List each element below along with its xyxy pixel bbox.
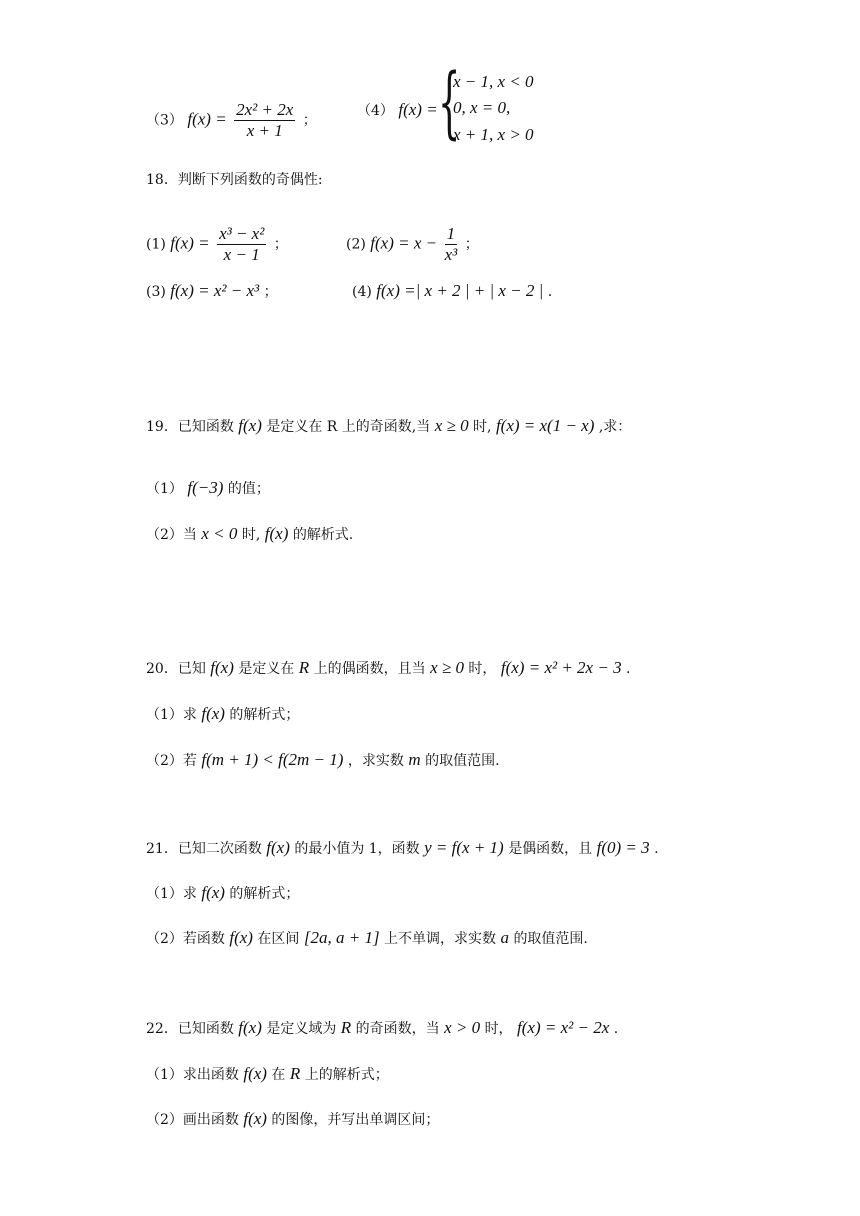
p17-item3-fraction	[234, 100, 295, 141]
p20-text-1: 20．已知	[146, 661, 206, 677]
p20-text-4: 时，	[468, 661, 497, 677]
p18-item1	[146, 224, 288, 265]
p22-condition: x > 0	[444, 1018, 481, 1037]
p21-q2-label: （2）若函数	[146, 931, 225, 947]
p21-q2-interval: [2a, a + 1]	[303, 928, 380, 947]
p20-q2-text-2: 的取值范围.	[425, 753, 500, 769]
p22-statement	[146, 1018, 618, 1039]
p18-item4	[352, 281, 552, 302]
p21-text-4: .	[654, 841, 659, 857]
p18-item1-denominator: x − 1	[223, 245, 260, 264]
p21-q1-text: 的解析式；	[229, 886, 300, 902]
p22-question-1	[146, 1064, 389, 1085]
p20-condition: x ≥ 0	[430, 658, 464, 677]
p17-item4	[357, 100, 438, 121]
p18-item2-lhs: f(x) = x −	[370, 233, 438, 253]
p18-item2	[346, 224, 479, 265]
p19-question-2	[146, 524, 353, 545]
p18-item3-expr: f(x) = x² − x³	[170, 281, 260, 300]
p18-item4-label: (4)	[352, 284, 372, 300]
p20-q1-text: 的解析式；	[229, 707, 300, 723]
p21-text-1: 21．已知二次函数	[146, 841, 262, 857]
p19-text-4: ,求：	[598, 419, 632, 435]
p21-question-1	[146, 883, 299, 904]
p17-item4-case2: 0, x = 0,	[453, 98, 511, 117]
p21-q1-fx: f(x)	[201, 883, 225, 902]
p17-item3-lhs: f(x) =	[187, 109, 227, 129]
p22-R: R	[340, 1018, 352, 1037]
p20-q2-expr: f(m + 1) < f(2m − 1)	[201, 750, 344, 769]
p17-item3-label: （3）	[146, 112, 183, 129]
p21-statement	[146, 838, 659, 859]
p18-item3-end: ；	[263, 284, 278, 300]
p19-question-1	[146, 478, 270, 499]
p22-q2-text: 的图像，并写出单调区间；	[271, 1112, 440, 1128]
p20-expression: f(x) = x² + 2x − 3	[500, 658, 622, 677]
p19-q2-condition: x < 0	[201, 524, 238, 543]
p20-q2-m: m	[408, 750, 421, 769]
p19-q2-text-2: 的解析式.	[292, 527, 354, 543]
p18-item3-label: (3)	[146, 284, 166, 300]
p20-fx: f(x)	[210, 658, 234, 677]
p22-q1-fx: f(x)	[243, 1064, 267, 1083]
p17-item3	[146, 100, 317, 141]
p20-q2-text-1: ，求实数	[347, 753, 404, 769]
p22-text-5: .	[613, 1021, 619, 1037]
p17-item4-brace: {	[438, 58, 461, 148]
p18-item1-numerator: x³ − x²	[219, 224, 265, 243]
p22-q1-R: R	[289, 1064, 301, 1083]
p18-item2-numerator: 1	[445, 224, 458, 245]
p22-q1-text-1: 在	[271, 1067, 286, 1083]
p22-q1-label: （1）求出函数	[146, 1067, 239, 1083]
p18-item1-fraction	[217, 224, 266, 265]
p20-R: R	[298, 658, 310, 677]
p20-q2-label: （2）若	[146, 753, 197, 769]
p22-q2-label: （2）画出函数	[146, 1112, 239, 1128]
p21-q1-label: （1）求	[146, 886, 197, 902]
p18-item1-end: ；	[273, 236, 288, 253]
p22-question-2	[146, 1109, 439, 1130]
p21-text-3: 是偶函数，且	[508, 841, 593, 857]
p21-q2-a: a	[500, 928, 509, 947]
p19-q2-label: （2）当	[146, 527, 197, 543]
p19-q2-text-1: 时,	[241, 527, 261, 543]
p19-q2-fx: f(x)	[264, 524, 289, 543]
p18-item4-expr: f(x) =| x + 2 | + | x − 2 |	[376, 281, 544, 300]
p20-q1-label: （1）求	[146, 707, 197, 723]
p20-text-5: .	[626, 661, 631, 677]
p20-statement	[146, 658, 630, 679]
p21-q2-fx: f(x)	[229, 928, 253, 947]
p21-q2-text-3: 的取值范围.	[513, 931, 588, 947]
p17-item4-case1: x − 1, x < 0	[453, 72, 534, 91]
p18-item2-end: ；	[464, 236, 479, 253]
p21-question-2	[146, 928, 588, 949]
p21-fx: f(x)	[266, 838, 290, 857]
p17-item3-denominator: x + 1	[246, 121, 283, 140]
p17-item4-lhs: f(x) =	[398, 100, 438, 119]
p18-item4-end: .	[547, 284, 553, 300]
p18-item1-lhs: f(x) =	[170, 233, 210, 253]
p21-q2-text-1: 在区间	[257, 931, 300, 947]
p19-q1-label: （1）	[146, 481, 183, 497]
p21-q2-text-2: 上不单调，求实数	[384, 931, 497, 947]
p18-item2-denominator: x³	[444, 245, 458, 264]
p22-fx: f(x)	[238, 1018, 262, 1037]
p17-item4-label: （4）	[357, 103, 394, 119]
p18-item3	[146, 281, 278, 302]
p19-q1-text: 的值；	[227, 481, 270, 497]
p18-item1-label: (1)	[146, 236, 166, 253]
p20-text-3: 上的偶函数，且当	[313, 661, 426, 677]
p19-condition: x ≥ 0	[434, 416, 469, 435]
p21-y-expr: y = f(x + 1)	[424, 838, 504, 857]
p21-f0: f(0) = 3	[596, 838, 650, 857]
p20-question-1	[146, 704, 299, 725]
p18-header: 18．判断下列函数的奇偶性:	[146, 172, 323, 188]
p20-question-2	[146, 750, 500, 771]
p20-text-2: 是定义在	[238, 661, 295, 677]
p19-text-3: 时,	[473, 419, 492, 435]
p22-q1-text-2: 上的解析式；	[304, 1067, 389, 1083]
p22-text-2: 是定义域为	[266, 1021, 337, 1037]
p22-text-1: 22．已知函数	[146, 1021, 234, 1037]
p21-text-2: 的最小值为 1，函数	[294, 841, 420, 857]
p19-expression: f(x) = x(1 − x)	[495, 416, 595, 435]
p18-item2-label: (2)	[346, 236, 366, 253]
p17-item4-case3: x + 1, x > 0	[453, 125, 534, 144]
p19-q1-expr: f(−3)	[187, 478, 224, 497]
p22-text-4: 时，	[484, 1021, 513, 1037]
p19-fx: f(x)	[238, 416, 262, 435]
p22-expression: f(x) = x² − 2x	[517, 1018, 610, 1037]
p17-item3-numerator: 2x² + 2x	[236, 100, 294, 119]
p22-text-3: 的奇函数，当	[355, 1021, 440, 1037]
p17-item3-end: ；	[302, 112, 317, 129]
p19-text-1: 19．已知函数	[146, 419, 234, 435]
p18-item2-fraction	[445, 224, 458, 265]
p20-q1-fx: f(x)	[201, 704, 225, 723]
p19-text-2: 是定义在 R 上的奇函数,当	[266, 419, 431, 435]
p22-q2-fx: f(x)	[243, 1109, 267, 1128]
p19-statement	[146, 416, 631, 437]
